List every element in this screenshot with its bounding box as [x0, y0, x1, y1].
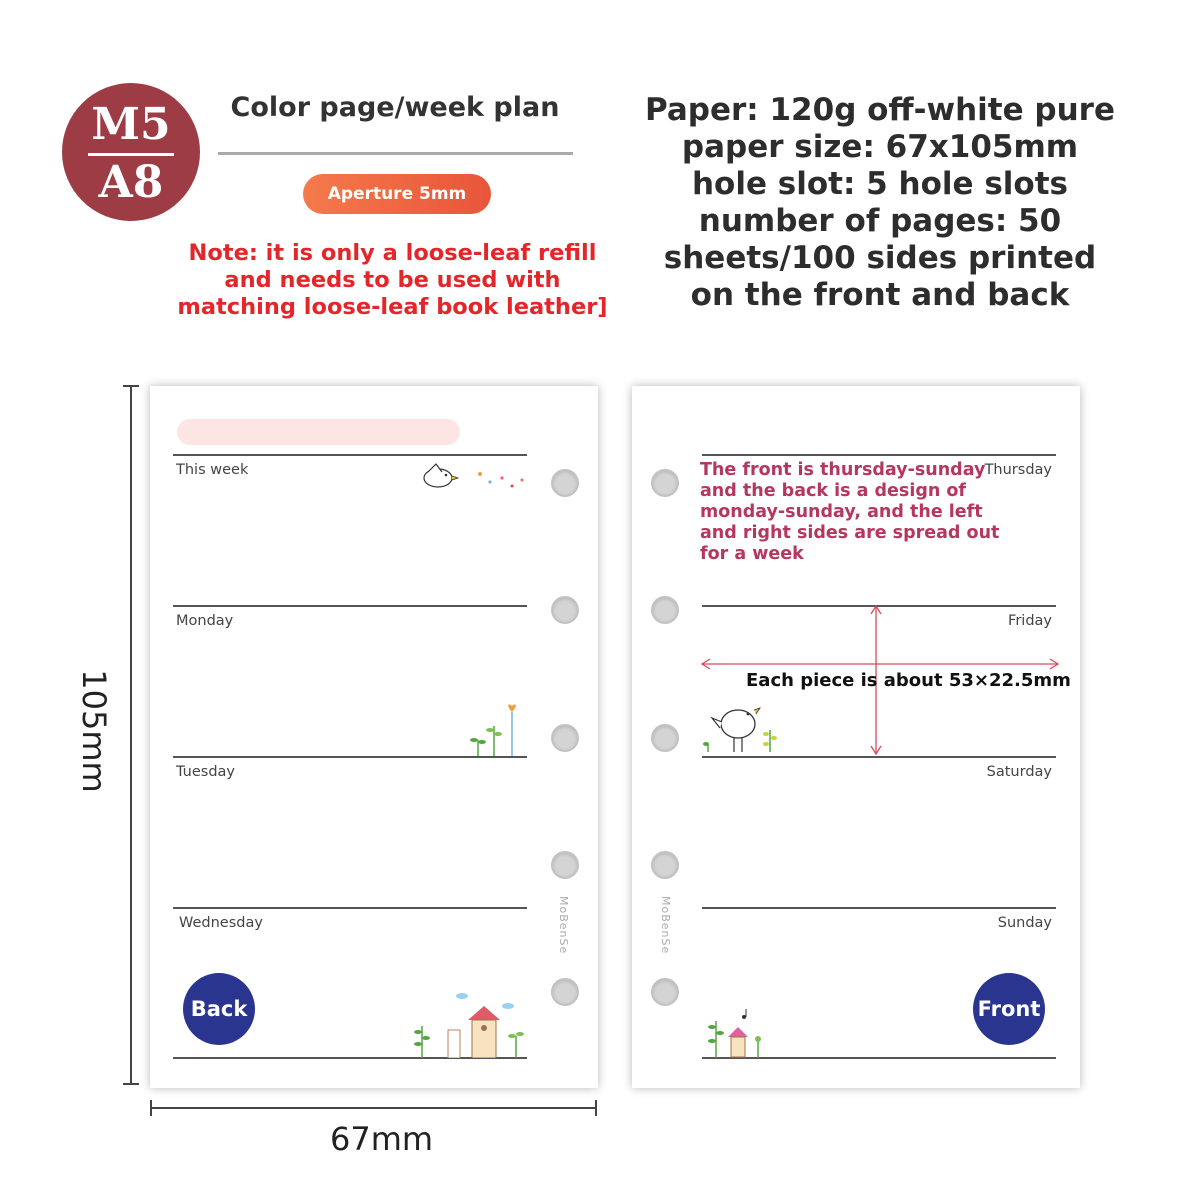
height-dimension-cap: [123, 1083, 139, 1085]
spec-line: number of pages: 50: [698, 203, 1062, 239]
row-divider: [173, 605, 527, 607]
badge-divider: [88, 153, 174, 156]
spec-line: paper size: 67x105mm: [681, 129, 1079, 165]
binder-hole: [551, 596, 579, 624]
title-highlight-bar: [177, 419, 460, 445]
width-dimension-line: [150, 1107, 597, 1109]
day-label: This week: [176, 462, 249, 478]
binder-hole: [651, 851, 679, 879]
front-back-note: The front is thursday-sunday and the back is a design of monday-sunday, and the left and right sides are spread out for a week: [700, 460, 1000, 564]
width-label: 67mm: [330, 1120, 434, 1158]
binder-hole: [551, 724, 579, 752]
row-divider: [702, 907, 1056, 909]
height-dimension-line: [130, 385, 132, 1085]
front-label-circle: Front: [973, 973, 1045, 1045]
day-label: Tuesday: [176, 764, 235, 780]
row-divider: [702, 454, 1056, 456]
binder-hole: [551, 469, 579, 497]
binder-hole: [651, 724, 679, 752]
size-badge: [62, 83, 200, 221]
binder-hole: [651, 978, 679, 1006]
row-divider: [173, 907, 527, 909]
badge-bottom-text: A8: [98, 157, 164, 208]
small-house-doodle-icon: [706, 1001, 766, 1058]
refill-note: Note: it is only a loose-leaf refill and needs to be used with matching loose-leaf book leather]: [177, 240, 608, 320]
chick-doodle-icon: [702, 700, 782, 756]
day-label: Saturday: [986, 764, 1052, 780]
front-page: [632, 386, 1080, 1088]
day-label: Monday: [176, 613, 234, 629]
width-dimension-cap: [595, 1100, 597, 1116]
day-label: Wednesday: [179, 915, 263, 931]
brand-mark: MoBenSe: [557, 896, 570, 955]
piece-size-label: Each piece is about 53×22.5mm: [746, 670, 1071, 691]
day-label: Friday: [1008, 613, 1052, 629]
width-dimension-cap: [150, 1100, 152, 1116]
spec-line: sheets/100 sides printed: [663, 240, 1097, 276]
house-doodle-icon: [412, 988, 530, 1058]
height-label: 105mm: [75, 669, 113, 793]
badge-top-text: M5: [91, 99, 171, 150]
bird-doodle-icon: [418, 456, 528, 496]
back-label-circle: Back: [183, 973, 255, 1045]
binder-hole: [651, 596, 679, 624]
binder-hole: [551, 851, 579, 879]
row-divider: [702, 756, 1056, 758]
binder-hole: [551, 978, 579, 1006]
day-label: Thursday: [984, 462, 1052, 478]
height-dimension-cap: [123, 385, 139, 387]
row-divider: [173, 756, 527, 758]
product-title: Color page/week plan: [230, 92, 560, 123]
spec-line: hole slot: 5 hole slots: [691, 166, 1068, 202]
spec-line: Paper: 120g off-white pure: [644, 92, 1115, 128]
day-label: Sunday: [997, 915, 1052, 931]
spec-list: [620, 92, 1140, 314]
spec-line: on the front and back: [690, 277, 1070, 313]
sprouts-doodle-icon: [468, 702, 528, 756]
binder-hole: [651, 469, 679, 497]
title-divider: [218, 152, 573, 155]
brand-mark: MoBenSe: [659, 896, 672, 955]
aperture-pill: Aperture 5mm: [303, 174, 491, 214]
back-page: [150, 386, 598, 1088]
